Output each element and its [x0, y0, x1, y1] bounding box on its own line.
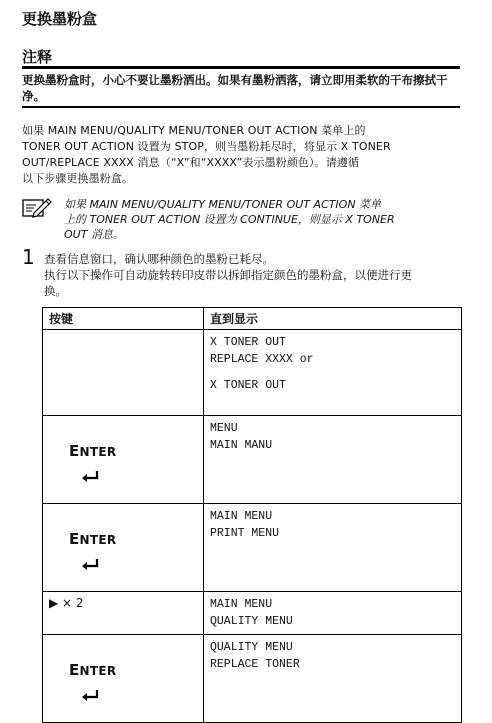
- display-line: MENU: [210, 422, 238, 435]
- return-arrow-icon: [81, 558, 99, 572]
- intro-line: OUT/REPLACE XXXX 消息（“X”和“XXXX”表示墨粉颜色）。请遵循: [22, 156, 360, 169]
- display-line: MAIN MENU: [210, 598, 273, 611]
- note-title: 注释: [22, 48, 53, 66]
- return-arrow-icon: [81, 470, 99, 484]
- display-cell: [204, 504, 462, 592]
- page-title: 更换墨粉盒: [22, 10, 98, 28]
- key-cell: [43, 504, 204, 592]
- intro-paragraph: [22, 123, 462, 187]
- key-cell-empty: [43, 330, 204, 416]
- step-number: 1: [22, 245, 35, 269]
- step-text: [44, 251, 464, 299]
- display-cell: [204, 592, 462, 635]
- enter-key-label: ENTER: [69, 530, 117, 548]
- enter-key-label-rest: NTER: [79, 664, 117, 678]
- display-gap: [210, 368, 455, 377]
- header-key: 按键: [43, 308, 204, 330]
- table-row: [43, 635, 462, 723]
- display-cell: [204, 635, 462, 723]
- display-line: X TONER OUT: [210, 336, 286, 349]
- display-line: REPLACE XXXX or: [210, 353, 314, 366]
- table-row: [43, 592, 462, 635]
- key-cell: [43, 416, 204, 504]
- step-line: 查看信息窗口，确认哪种颜色的墨粉已耗尽。: [44, 252, 274, 266]
- memo-text: [64, 197, 460, 242]
- memo-line: 如果 MAIN MENU/QUALITY MENU/TONER OUT ACTION 菜单: [64, 198, 382, 211]
- enter-key-label-rest: NTER: [79, 533, 117, 547]
- enter-key-label: ENTER: [69, 661, 117, 679]
- note-text: 更换墨粉盒时，小心不要让墨粉洒出。如果有墨粉洒落，请立即用柔软的干布擦拭干净。: [22, 73, 448, 103]
- enter-key-label: ENTER: [69, 442, 117, 460]
- step-line: 执行以下操作可自动旋转转印皮带以拆卸指定颜色的墨粉盒，以便进行更: [44, 268, 412, 282]
- display-line: QUALITY MENU: [210, 641, 293, 654]
- display-line: MAIN MENU: [210, 510, 273, 523]
- intro-line: 以下步骤更换墨粉盒。: [22, 172, 133, 185]
- step-line: 换。: [44, 284, 67, 298]
- intro-line: 如果 MAIN MENU/QUALITY MENU/TONER OUT ACTION 菜单上的: [22, 124, 366, 137]
- key-cell: [43, 635, 204, 723]
- table-row: [43, 504, 462, 592]
- memo-line: OUT 消息。: [64, 228, 124, 241]
- table-header-row: [43, 308, 462, 330]
- note-top-rule: [22, 66, 460, 69]
- display-line: REPLACE TONER: [210, 658, 300, 671]
- table-row: [43, 330, 462, 416]
- memo-line: 上的 TONER OUT ACTION 设置为 CONTINUE，则显示 X TONER: [64, 213, 395, 226]
- note-bottom-rule: [22, 106, 460, 108]
- display-cell: [204, 416, 462, 504]
- key-sequence-table: [42, 307, 462, 723]
- display-line: MAIN MANU: [210, 439, 273, 452]
- key-cell-right-arrow: ▶ × 2: [43, 592, 204, 635]
- table-row: [43, 416, 462, 504]
- return-arrow-icon: [81, 689, 99, 703]
- memo-pencil-icon: [22, 197, 52, 219]
- display-cell: [204, 330, 462, 416]
- display-line: X TONER OUT: [210, 379, 286, 392]
- intro-line: TONER OUT ACTION 设置为 STOP，则当墨粉耗尽时，将显示 X TONER: [22, 140, 391, 153]
- enter-key-label-rest: NTER: [79, 445, 117, 459]
- display-line: PRINT MENU: [210, 527, 280, 540]
- header-display: 直到显示: [204, 308, 462, 330]
- display-line: QUALITY MENU: [210, 615, 293, 628]
